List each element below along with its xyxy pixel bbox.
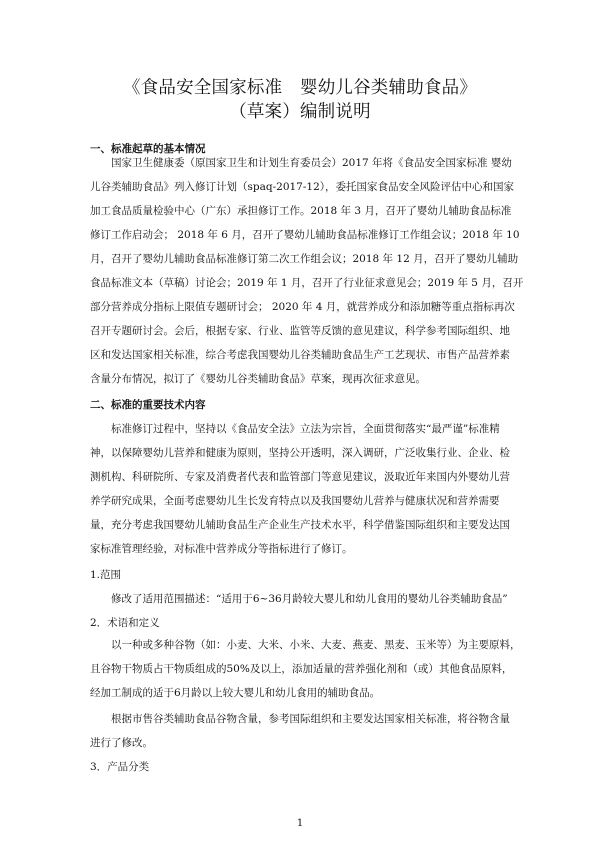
- paragraph-line: 修订工作启动会； 2018 年 6 月，召开了婴幼儿辅助食品标准修订工作组会议；2018 年 10: [90, 229, 520, 241]
- paragraph-line: 部分营养成分指标上限值专题研讨会； 2020 年 4 月，就营养成分和添加糖等重点指标再次: [90, 301, 515, 313]
- paragraph-line: 以一种或多种谷物（如：小麦、大米、小米、大麦、燕麦、黑麦、玉米等）为主要原料，: [111, 639, 521, 651]
- paragraph-line: 根据市售谷类辅助食品谷物含量，参考国际组织和主要发达国家相关标准，将谷物含量: [111, 713, 510, 725]
- paragraph-line: 儿谷类辅助食品》列入修订计划（spaq-2017-12），委托国家食品安全风险评估中心和国家: [90, 181, 515, 193]
- paragraph-line: 神，以保障婴幼儿营养和健康为原则，坚持公开透明，深入调研，广泛收集行业、企业、检: [90, 447, 510, 459]
- paragraph-line: 月，召开了婴幼儿辅助食品标准修订第二次工作组会议；2018 年 12 月，召开了婴幼儿辅助: [90, 253, 519, 265]
- section-1-heading: 一、标准起草的基本情况: [90, 143, 206, 155]
- paragraph-line: 进行了修改。: [90, 737, 153, 749]
- paragraph-line: 经加工制成的适于6月龄以上较大婴儿和幼儿食用的辅助食品。: [90, 687, 381, 699]
- paragraph-line: 加工食品质量检验中心（广东）承担修订工作。2018 年 3 月，召开了婴幼儿辅助食品标准: [90, 205, 512, 217]
- paragraph-line: 测机构、科研院所、专家及消费者代表和监管部门等意见建议，汲取近年来国内外婴幼儿营: [90, 471, 510, 483]
- section-2-heading: 二、标准的重要技术内容: [90, 399, 206, 411]
- paragraph-line: 且谷物干物质占干物质组成的50%及以上，添加适量的营养强化剂和（或）其他食品原料，: [90, 663, 513, 675]
- paragraph-line: 国家卫生健康委（原国家卫生和计划生育委员会）2017 年将《食品安全国家标准 婴幼: [111, 157, 512, 169]
- item-2-heading: 2．术语和定义: [90, 617, 160, 629]
- paragraph-line: 量，充分考虑我国婴幼儿辅助食品生产企业生产技术水平，科学借鉴国际组织和主要发达国: [90, 519, 510, 531]
- item-1-heading: 1.范围: [90, 569, 122, 581]
- document-subtitle: （草案）编制说明: [229, 102, 371, 122]
- page-number: 1: [296, 818, 304, 829]
- paragraph-line: 养学研究成果，全面考虑婴幼儿生长发育特点以及我国婴幼儿营养与健康状况和营养需要: [90, 495, 500, 507]
- paragraph-line: 修改了适用范围描述：“适用于6~36月龄较大婴儿和幼儿食用的婴幼儿谷类辅助食品”: [111, 593, 508, 605]
- item-3-heading: 3．产品分类: [90, 761, 150, 773]
- paragraph-line: 食品标准文本（草稿）讨论会；2019 年 1 月，召开了行业征求意见会；2019 年 5 月，召开: [90, 277, 524, 289]
- paragraph-line: 家标准管理经验，对标准中营养成分等指标进行了修订。: [90, 543, 353, 555]
- paragraph-line: 召开专题研讨会。会后，根据专家、行业、监管等反馈的意见建议，科学参考国际组织、地: [90, 325, 510, 337]
- document-title: 《食品安全国家标准 婴幼儿谷类辅助食品》: [123, 78, 477, 98]
- paragraph-line: 含量分布情况，拟订了《婴幼儿谷类辅助食品》草案，现再次征求意见。: [90, 373, 426, 385]
- paragraph-line: 区和发达国家相关标准，综合考虑我国婴幼儿谷类辅助食品生产工艺现状、市售产品营养素: [90, 349, 510, 361]
- paragraph-line: 标准修订过程中，坚持以《食品安全法》立法为宗旨，全面贯彻落实“最严谨”标准精: [111, 423, 500, 435]
